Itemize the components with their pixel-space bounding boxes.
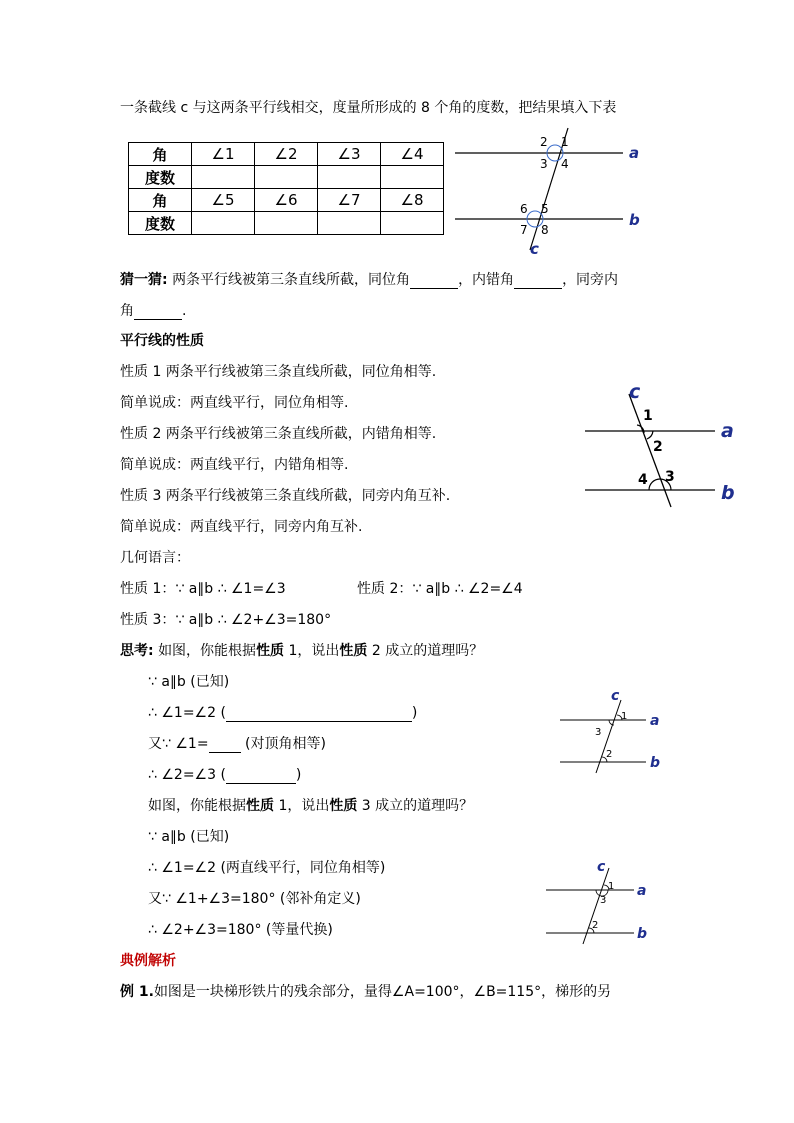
guess-end: .	[182, 303, 187, 319]
line-label-c: c	[629, 381, 641, 403]
table-cell: ∠7	[318, 189, 381, 212]
q2-keyword-1: 性质	[246, 798, 274, 814]
table-cell: ∠5	[192, 189, 255, 212]
table-cell[interactable]	[255, 166, 318, 189]
table-cell[interactable]	[318, 166, 381, 189]
table-cell: ∠4	[381, 143, 444, 166]
property-3: 性质 3 两条平行线被第三条直线所截，同旁内角互补.	[120, 488, 451, 504]
q2-text-3: 3 成立的道理吗？	[357, 798, 474, 814]
proof1-line-4b: )	[295, 767, 302, 783]
think-keyword-1: 性质	[256, 643, 285, 659]
proof1-line-3	[148, 735, 326, 753]
line-label-a: a	[650, 713, 660, 729]
blank-interior[interactable]	[134, 305, 182, 320]
table-cell[interactable]	[192, 212, 255, 235]
line-label-b: b	[629, 211, 640, 229]
geo-property-1: 性质 1：∵ a∥b ∴ ∠1=∠3	[120, 581, 286, 597]
table-row	[129, 212, 444, 235]
proof1-line-4	[148, 766, 301, 784]
table-cell[interactable]	[318, 212, 381, 235]
section-title: 平行线的性质	[120, 333, 204, 349]
guess-label: 猜一猜:	[120, 272, 168, 288]
blank-alternate[interactable]	[514, 274, 562, 289]
line-label-a: a	[637, 883, 647, 899]
angle-label-4: 4	[561, 157, 569, 171]
angle-label-2: 2	[606, 749, 613, 760]
guess-line-2	[120, 302, 186, 320]
angle-label-2: 2	[540, 135, 548, 149]
think-label: 思考:	[120, 643, 154, 659]
table-cell: 度数	[129, 166, 192, 189]
table-cell: ∠6	[255, 189, 318, 212]
q2-text-2: 1，说出	[274, 798, 330, 814]
table-cell[interactable]	[255, 212, 318, 235]
think-keyword-2: 性质	[339, 643, 368, 659]
line-label-b: b	[637, 926, 648, 942]
question-2-line	[148, 797, 473, 815]
angle-label-3: 3	[600, 895, 607, 906]
angle-arc-2	[647, 431, 653, 439]
figure-properties	[585, 382, 745, 507]
guess-text-1: 两条平行线被第三条直线所截，同位角	[172, 272, 411, 288]
proof1-line-4a: ∴ ∠2=∠3 (	[148, 767, 226, 783]
blank-corresponding[interactable]	[410, 274, 458, 289]
table-cell: ∠2	[255, 143, 318, 166]
angle-label-1: 1	[643, 408, 653, 424]
intro-text: 一条截线 c 与这两条平行线相交，度量所形成的 8 个角的度数，把结果填入下表	[120, 100, 617, 116]
think-text-3: 2 成立的道理吗？	[367, 643, 484, 659]
table-cell: ∠1	[192, 143, 255, 166]
angle-label-7: 7	[520, 223, 528, 237]
line-label-a: a	[721, 420, 734, 442]
angle-label-4: 4	[638, 472, 648, 488]
property-1: 性质 1 两条平行线被第三条直线所截，同位角相等.	[120, 364, 437, 380]
line-label-c: c	[611, 688, 620, 704]
table-cell: 角	[129, 143, 192, 166]
angle-label-3: 3	[665, 469, 675, 485]
proof2-line-4: ∴ ∠2+∠3=180° (等量代换)	[148, 922, 333, 938]
table-row	[129, 143, 444, 166]
q2-text-1: 如图，你能根据	[148, 798, 246, 814]
property-2: 性质 2 两条平行线被第三条直线所截，内错角相等.	[120, 426, 437, 442]
guess-line	[120, 271, 618, 289]
proof2-line-1: ∵ a∥b (已知)	[148, 829, 230, 845]
figure-think-1	[558, 688, 668, 773]
table-cell[interactable]	[381, 166, 444, 189]
angle-label-1: 1	[621, 711, 628, 722]
guess-text-4: 角	[120, 303, 134, 319]
table-row	[129, 166, 444, 189]
table-cell: ∠3	[318, 143, 381, 166]
think-text-2: 1，说出	[284, 643, 340, 659]
proof1-line-2	[148, 704, 417, 722]
example-label: 例 1.	[120, 984, 154, 1000]
property-2-short: 简单说成：两直线平行，内错角相等.	[120, 457, 349, 473]
angle-label-3: 3	[540, 157, 548, 171]
proof2-line-2: ∴ ∠1=∠2 (两直线平行，同位角相等)	[148, 860, 386, 876]
blank-reason-2[interactable]	[226, 769, 296, 784]
line-label-a: a	[629, 144, 640, 162]
line-label-c: c	[597, 859, 606, 875]
think-line	[120, 642, 483, 660]
table-cell[interactable]	[381, 212, 444, 235]
example-1-line	[120, 983, 611, 1001]
geo-language-label: 几何语言：	[120, 550, 190, 566]
guess-text-3: ，同旁内	[562, 272, 619, 288]
table-cell: 角	[129, 189, 192, 212]
angle-table	[128, 142, 444, 235]
geo-property-2: 性质 2：∵ a∥b ∴ ∠2=∠4	[357, 581, 523, 597]
table-cell: ∠8	[381, 189, 444, 212]
proof1-line-2a: ∴ ∠1=∠2 (	[148, 705, 226, 721]
property-1-short: 简单说成：两直线平行，同位角相等.	[120, 395, 349, 411]
example-heading: 典例解析	[120, 953, 176, 969]
line-label-c: c	[530, 240, 539, 258]
angle-label-6: 6	[520, 202, 528, 216]
table-row	[129, 189, 444, 212]
table-cell[interactable]	[192, 166, 255, 189]
line-label-b: b	[721, 482, 735, 504]
q2-keyword-2: 性质	[329, 798, 358, 814]
guess-text-2: ，内错角	[458, 272, 515, 288]
geo-property-3: 性质 3：∵ a∥b ∴ ∠2+∠3=180°	[120, 612, 332, 628]
figure-eight-angles	[455, 128, 645, 258]
angle-label-8: 8	[541, 223, 549, 237]
angle-label-5: 5	[541, 202, 549, 216]
table-cell: 度数	[129, 212, 192, 235]
blank-angle[interactable]	[209, 738, 241, 753]
proof2-line-3: 又∵ ∠1+∠3=180° (邻补角定义)	[148, 891, 361, 907]
angle-label-1: 1	[608, 881, 615, 892]
angle-label-3: 3	[595, 727, 602, 738]
figure-think-2	[546, 858, 656, 948]
proof1-line-1: ∵ a∥b (已知)	[148, 674, 230, 690]
think-text-1: 如图，你能根据	[158, 643, 257, 659]
angle-label-2: 2	[592, 920, 599, 931]
line-label-b: b	[650, 755, 661, 771]
property-3-short: 简单说成：两直线平行，同旁内角互补.	[120, 519, 363, 535]
blank-reason-1[interactable]	[226, 707, 412, 722]
angle-label-2: 2	[653, 439, 663, 455]
proof1-line-3a: 又∵ ∠1=	[148, 736, 209, 752]
example-text: 如图是一块梯形铁片的残余部分，量得∠A=100°，∠B=115°，梯形的另	[153, 984, 612, 1000]
angle-label-1: 1	[561, 135, 569, 149]
proof1-line-3b: (对顶角相等)	[240, 736, 326, 752]
proof1-line-2b: )	[411, 705, 418, 721]
